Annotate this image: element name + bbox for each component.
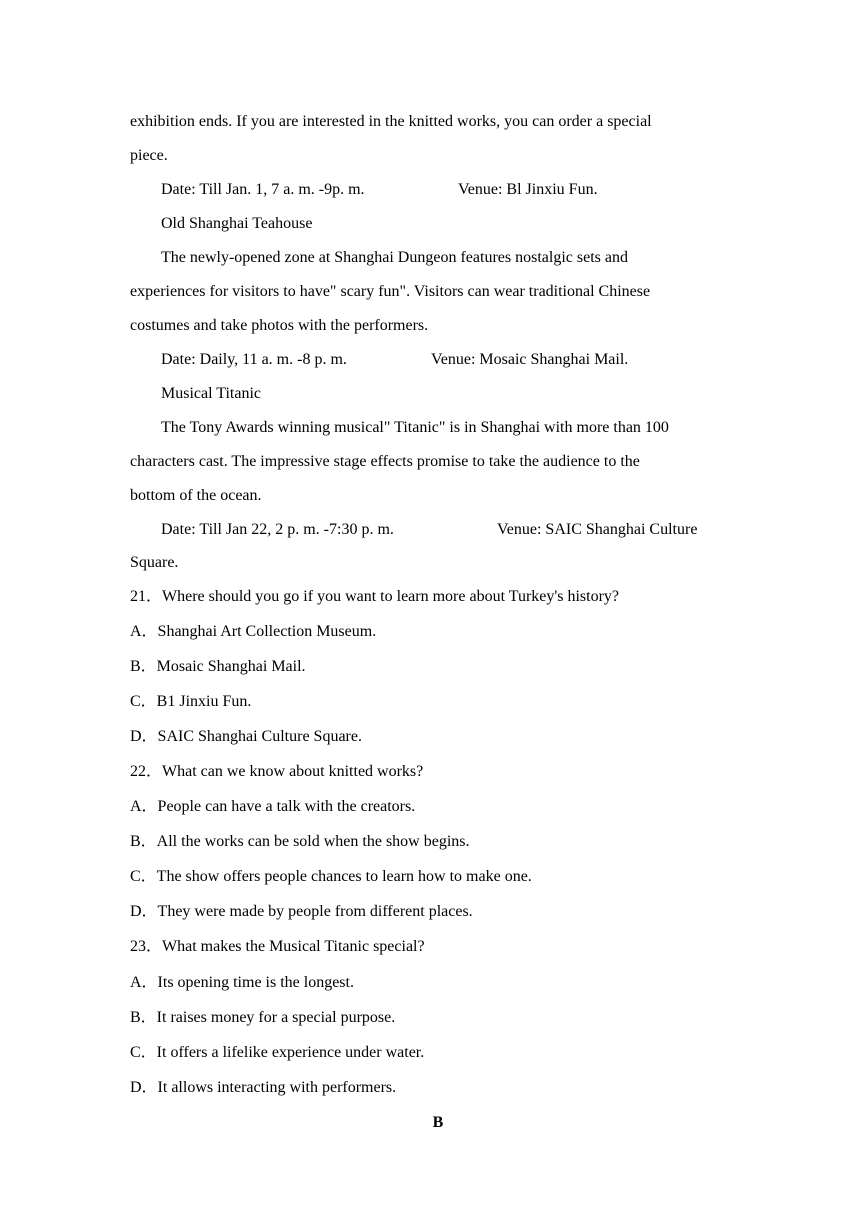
answer-option: D．It allows interacting with performers. [130,1079,397,1096]
passage-line: exhibition ends. If you are interested in the knitted works, you can order a special [130,113,652,130]
answer-option: A．Its opening time is the longest. [130,974,354,991]
passage-line: experiences for visitors to have" scary fun". Visitors can wear traditional Chinese [130,283,651,300]
event-heading: Old Shanghai Teahouse [161,215,313,232]
event-date: Date: Till Jan. 1, 7 a. m. -9p. m. [161,181,365,198]
passage-line: piece. [130,147,168,164]
event-date: Date: Till Jan 22, 2 p. m. -7:30 p. m. [161,521,394,538]
passage-line: The newly-opened zone at Shanghai Dungeon features nostalgic sets and [161,249,628,266]
event-heading: Musical Titanic [161,385,262,402]
answer-option: A．People can have a talk with the creators. [130,798,416,815]
event-venue: Venue: SAIC Shanghai Culture [497,521,698,538]
event-venue: Venue: Mosaic Shanghai Mail. [431,351,629,368]
passage-line: The Tony Awards winning musical" Titanic" is in Shanghai with more than 100 [161,419,669,436]
answer-option: D．SAIC Shanghai Culture Square. [130,728,362,745]
passage-line: bottom of the ocean. [130,487,262,504]
event-venue-continued: Square. [130,554,179,571]
answer-option: B．All the works can be sold when the show begins. [130,833,470,850]
answer-option: A．Shanghai Art Collection Museum. [130,623,377,640]
section-label: B [432,1114,444,1131]
answer-option: B．Mosaic Shanghai Mail. [130,658,306,675]
answer-option: C．The show offers people chances to learn how to make one. [130,868,532,885]
question-stem: 22．What can we know about knitted works? [130,763,424,780]
question-stem: 23．What makes the Musical Titanic special? [130,938,425,955]
event-date: Date: Daily, 11 a. m. -8 p. m. [161,351,347,368]
passage-line: costumes and take photos with the performers. [130,317,429,334]
question-stem: 21．Where should you go if you want to learn more about Turkey's history? [130,588,620,605]
passage-line: characters cast. The impressive stage effects promise to take the audience to the [130,453,640,470]
answer-option: B．It raises money for a special purpose. [130,1009,396,1026]
answer-option: C．It offers a lifelike experience under water. [130,1044,425,1061]
answer-option: D．They were made by people from different places. [130,903,473,920]
answer-option: C．B1 Jinxiu Fun. [130,693,252,710]
event-venue: Venue: Bl Jinxiu Fun. [458,181,598,198]
